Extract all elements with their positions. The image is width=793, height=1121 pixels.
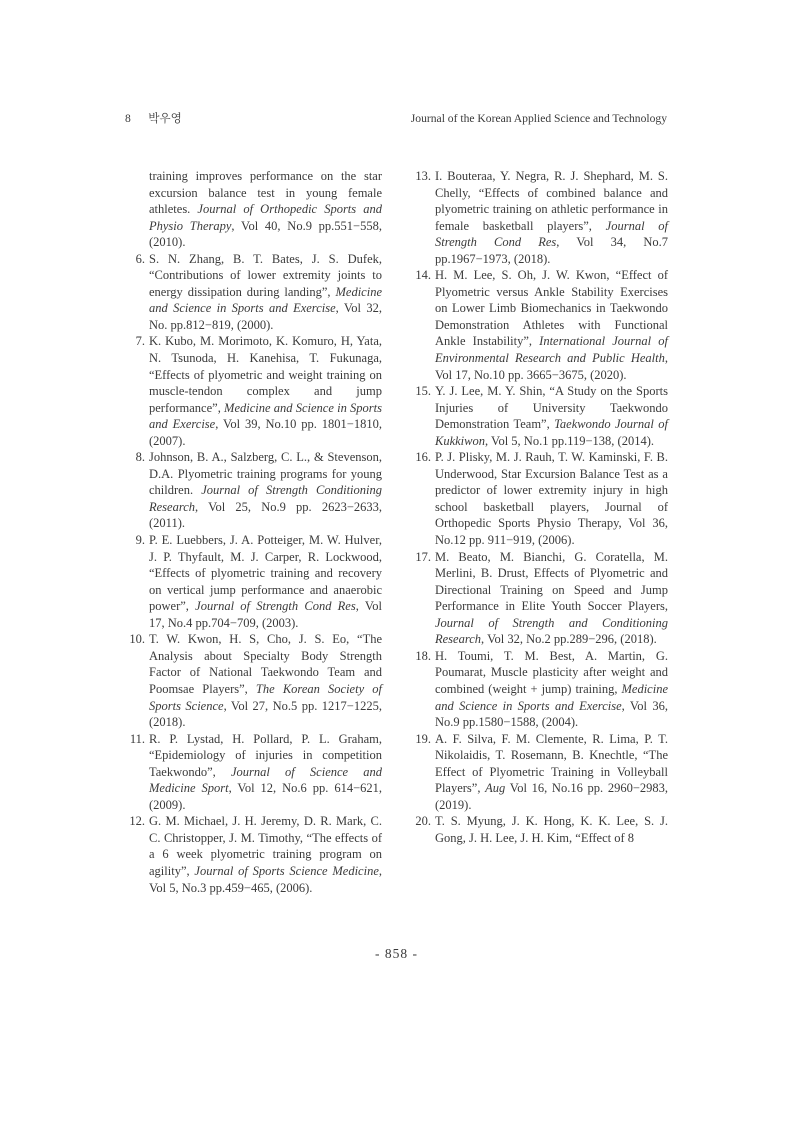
reference-segment: , Vol 17, No.4 pp.704−709, (2003). [149,599,383,630]
reference-entry [129,631,382,730]
reference-segment: T. S. Myung, J. K. Hong, K. K. Lee, S. J. Gong, J. H. Lee, J. H. Kim, “Effect of 8 [435,814,668,845]
reference-number: 10. [129,632,145,647]
reference-text [435,813,668,846]
reference-text [435,168,668,267]
reference-number: 7. [135,334,145,349]
reference-text [435,549,668,648]
journal-name: Journal of Sports Science Medicine [194,863,379,878]
reference-number: 19. [415,731,431,746]
reference-segment: K. Kubo, M. Morimoto, K. Komuro, H, Yata, N. Tsunoda, H. Kanehisa, T. Fukunaga, “Effects of plyometric and weight training on muscle-tendon complex and jump performance”, [149,334,382,415]
reference-segment: H. Toumi, T. M. Best, A. Martin, G. Poumarat, Muscle plasticity after weight and combined (weight + jump) training, [435,648,668,696]
reference-entry [132,449,382,532]
reference-entry [415,731,668,814]
reference-number: 14. [415,268,431,283]
reference-entry [129,813,382,896]
journal-name: Medicine and Science in Sports and Exercise [149,400,383,432]
journal-name: Medicine and Science in Sports and Exercise [149,284,382,316]
right-column [415,168,668,846]
reference-segment: P. E. Luebbers, J. A. Potteiger, M. W. Hulver, J. P. Thyfault, M. J. Carper, R. Lockwood, “Effects of plyometric training and recovery on vertical jump performance and anaerobic power”, [149,533,382,614]
reference-segment: A. F. Silva, F. M. Clemente, R. Lima, P. T. Nikolaidis, T. Rosemann, B. Knechtle, “The Effect of Plyometric Training in Volleyball Players”, [435,731,668,796]
reference-segment: , Vol 36, No.9 pp.1580−1588, (2004). [435,698,668,730]
reference-segment: , Vol 32, No. pp.812−819, (2000). [149,301,382,332]
reference-text [149,731,382,814]
reference-segment: S. N. Zhang, B. T. Bates, J. S. Dufek, “Contributions of lower extremity joints to energy dissipation during landing”, [149,251,382,299]
reference-segment: , Vol 5, No.3 pp.459−465, (2006). [149,863,382,895]
reference-segment: , Vol 12, No.6 pp. 614−621, (2009). [149,781,382,812]
reference-segment: , Vol 25, No.9 pp. 2623−2633, (2011). [149,499,382,531]
page-footer: - 858 - [375,946,418,961]
journal-name: Aug [485,781,506,796]
reference-text [149,168,382,251]
reference-segment: H. M. Lee, S. Oh, J. W. Kwon, “Effect of Plyometric versus Ankle Stability Exercises on Lower Limb Biomechanics in Taekwondo Demonstration Athletes with Functional Ankle Instability”, [435,268,668,349]
reference-segment: Vol 16, No.16 pp. 2960−2983, (2019). [435,781,668,812]
journal-name: The Korean Society of Sports Science [149,681,382,713]
reference-segment: I. Bouteraa, Y. Negra, R. J. Shephard, M. S. Chelly, “Effects of combined balance and plyometric training on athletic performance in female basketball players”, [435,169,668,233]
reference-text [149,631,382,730]
reference-segment: , Vol 34, No.7 pp.1967−1973, (2018). [435,235,668,266]
journal-title: Journal of the Korean Applied Science and Technology [410,112,667,125]
reference-segment: , Vol 40, No.9 pp.551−558, (2010). [149,218,382,250]
reference-number: 6. [135,251,145,266]
reference-text [435,383,668,449]
reference-text [435,449,668,548]
reference-number: 12. [129,814,145,829]
reference-segment: , Vol 32, No.2 pp.289−296, (2018). [481,632,657,647]
reference-segment: P. J. Plisky, M. J. Rauh, T. W. Kaminski, F. B. Underwood, Star Excursion Balance Test as a predictor of lower extremity injury in high school basketball players, Journal of Orthopedic Sports Physio Therapy, Vol 36, No.12 pp. 911−919, (2006). [435,450,668,548]
reference-segment: Y. J. Lee, M. Y. Shin, “A Study on the Sports Injuries of University Taekwondo Demonstration Team”, [435,384,668,432]
journal-name: Journal of Strength Cond Res [435,218,668,250]
reference-number: 8. [135,450,145,465]
reference-number: 13. [415,169,431,183]
reference-segment: , Vol 39, No.10 pp. 1801−1810, (2007). [149,417,382,448]
reference-entry [132,532,382,631]
reference-segment: Johnson, B. A., Salzberg, C. L., & Stevenson, D.A. Plyometric training programs for young children. [149,450,382,498]
left-column [129,168,383,896]
reference-number: 17. [415,549,431,564]
journal-name: Journal of Strength and Conditioning Research [435,615,668,647]
reference-entry [415,449,668,548]
page-number: 8 [125,112,131,125]
reference-entry [129,731,383,814]
reference-entry [132,168,382,251]
reference-number: 16. [415,450,431,465]
reference-text [435,731,668,814]
journal-name: International Journal of Environmental Research and Public Health [435,334,668,366]
journal-name: Journal of Science and Medicine Sport [149,764,383,796]
reference-number: 9. [135,533,145,548]
reference-number: 18. [415,648,431,663]
running-header [125,111,667,127]
reference-entry [132,333,382,449]
reference-number: 15. [415,384,431,399]
header-left [125,111,182,127]
reference-number: 20. [415,814,431,829]
author-name: 박우영 [148,112,182,125]
journal-name: Taekwondo Journal of Kukkiwon [435,417,668,448]
reference-segment: , Vol 5, No.1 pp.119−138, (2014). [485,433,654,448]
reference-segment: G. M. Michael, J. H. Jeremy, D. R. Mark, C. C. Christopper, J. M. Timothy, “The effects of a 6 week plyometric training program on agility”, [149,814,382,878]
reference-text [435,267,668,383]
reference-text [149,532,382,631]
reference-text [149,251,382,334]
journal-name: Journal of Strength Cond Res [195,599,356,614]
reference-entry [415,267,668,383]
reference-entry [415,813,668,846]
journal-name: Journal of Orthopedic Sports and Physio Therapy [149,202,382,233]
journal-name: Medicine and Science in Sports and Exercise [435,681,668,713]
journal-name: Journal of Strength Conditioning Research [149,483,382,514]
reference-segment: , Vol 17, No.10 pp. 3665−3675, (2020). [435,351,668,382]
reference-text [435,648,668,731]
reference-text [149,333,382,449]
reference-entry [132,251,382,334]
reference-entry [415,648,668,731]
reference-segment: T. W. Kwon, H. S, Cho, J. S. Eo, “The Analysis about Specialty Body Strength Factor of National Taekwondo Team and Poomsae Players”, [149,632,382,696]
reference-number: 11. [129,731,145,746]
reference-segment: , Vol 27, No.5 pp. 1217−1225, (2018). [149,698,382,730]
reference-text [149,449,382,532]
reference-segment: training improves performance on the star excursion balance test in young female athletes. [149,169,382,217]
reference-entry [415,549,668,648]
reference-segment: R. P. Lystad, H. Pollard, P. L. Graham, “Epidemiology of injuries in competition Taekwondo”, [149,731,382,779]
reference-entry [415,383,668,449]
reference-text [149,813,382,896]
reference-segment: M. Beato, M. Bianchi, G. Coratella, M. Merlini, B. Drust, Effects of Plyometric and Directional Training on Speed and Jump Performance in Elite Youth Soccer Players, [435,549,668,614]
reference-entry [415,168,668,267]
